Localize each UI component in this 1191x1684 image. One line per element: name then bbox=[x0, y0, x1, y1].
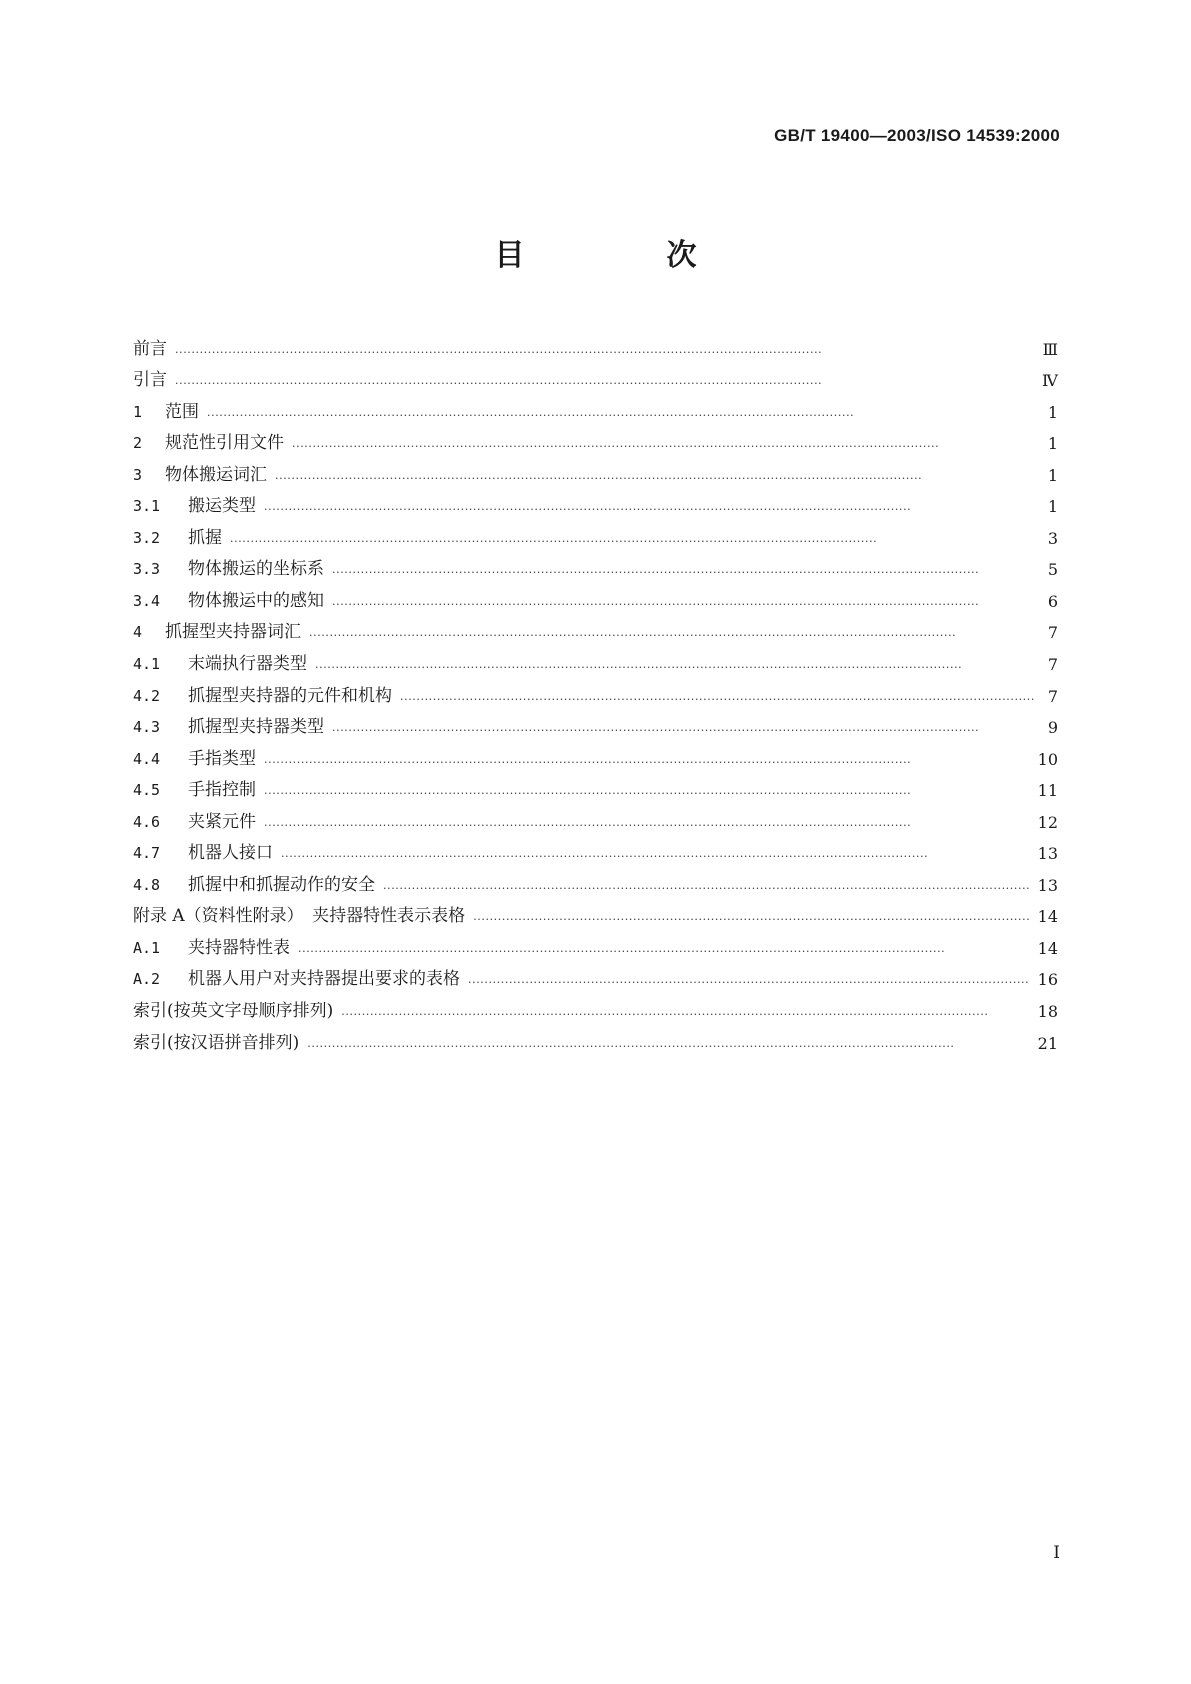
toc-entry[interactable] bbox=[133, 641, 1058, 673]
dot-leader bbox=[383, 883, 1030, 894]
toc-entry[interactable] bbox=[133, 452, 1058, 484]
dot-leader bbox=[230, 536, 1034, 547]
toc-entry-page: 10 bbox=[1037, 749, 1058, 769]
toc-entry[interactable] bbox=[133, 1020, 1058, 1052]
dot-leader bbox=[207, 410, 1034, 421]
toc-entry-page: 7 bbox=[1047, 623, 1058, 643]
toc-entry-number: 3 bbox=[133, 465, 143, 484]
dot-leader bbox=[400, 694, 1034, 705]
toc-entry-title: 搬运类型 bbox=[188, 496, 256, 517]
toc-entry-title: 抓握型夹持器词汇 bbox=[165, 622, 301, 643]
dot-leader bbox=[468, 977, 1030, 988]
toc-entry[interactable] bbox=[133, 705, 1058, 737]
toc-entry-title: 规范性引用文件 bbox=[165, 433, 284, 454]
toc-entry-page: 13 bbox=[1037, 844, 1058, 864]
dot-leader bbox=[473, 914, 1029, 925]
toc-entry-page: 9 bbox=[1047, 718, 1058, 738]
toc-entry-number: 3.3 bbox=[133, 560, 161, 579]
toc-entry-title: 抓握型夹持器的元件和机构 bbox=[188, 685, 392, 706]
toc-entry-label bbox=[133, 908, 465, 925]
dot-leader bbox=[309, 630, 1034, 641]
toc-entry-title: 附录 A（资料性附录） 夹持器特性表示表格 bbox=[133, 906, 466, 927]
toc-entry-page: 3 bbox=[1047, 528, 1058, 548]
toc-entry-title: 物体搬运的坐标系 bbox=[188, 559, 324, 580]
toc-entry-label bbox=[133, 435, 284, 452]
toc-entry[interactable] bbox=[133, 988, 1058, 1020]
toc-entry-label bbox=[133, 748, 256, 769]
toc-entry[interactable] bbox=[133, 484, 1058, 516]
toc-entry-page: 5 bbox=[1047, 560, 1058, 580]
toc-entry-page: 18 bbox=[1037, 1002, 1058, 1022]
toc-entry-label bbox=[133, 624, 301, 641]
page-number: I bbox=[1053, 1543, 1060, 1563]
toc-entry-label bbox=[133, 464, 267, 485]
toc-entry-title: 引言 bbox=[133, 370, 167, 391]
toc-entry[interactable] bbox=[133, 547, 1058, 579]
toc-entry-number: 4 bbox=[133, 623, 143, 642]
dot-leader bbox=[275, 473, 1034, 484]
toc-entry-number: 4.8 bbox=[133, 875, 161, 894]
toc-entry[interactable] bbox=[133, 862, 1058, 894]
dot-leader bbox=[264, 757, 1030, 768]
toc-entry-page: 1 bbox=[1047, 402, 1058, 422]
dot-leader bbox=[315, 662, 1034, 673]
toc-entry-page: 11 bbox=[1037, 781, 1058, 801]
toc-entry[interactable] bbox=[133, 768, 1058, 800]
toc-entry[interactable] bbox=[133, 610, 1058, 642]
toc-entry-label bbox=[133, 527, 222, 548]
toc-entry-title: 夹持器特性表 bbox=[188, 937, 290, 958]
dot-leader bbox=[264, 788, 1030, 799]
toc-entry-title: 索引(按汉语拼音排列) bbox=[133, 1032, 300, 1053]
toc-entry-page: 13 bbox=[1037, 875, 1058, 895]
toc-entry-number: 3.2 bbox=[133, 528, 161, 547]
toc-entry-page: Ⅲ bbox=[1042, 339, 1058, 359]
toc-entry[interactable] bbox=[133, 925, 1058, 957]
toc-entry-number: 1 bbox=[133, 402, 143, 421]
toc-entry-title: 夹紧元件 bbox=[188, 811, 256, 832]
toc-entry-title: 抓握型夹持器类型 bbox=[188, 717, 324, 738]
dot-leader bbox=[332, 567, 1034, 578]
toc-entry-label bbox=[133, 401, 199, 422]
toc-entry-page: 16 bbox=[1037, 970, 1058, 990]
toc-entry[interactable] bbox=[133, 389, 1058, 421]
toc-entry-page: 21 bbox=[1037, 1033, 1058, 1053]
toc-entry[interactable] bbox=[133, 421, 1058, 453]
standard-code: GB/T 19400—2003/ISO 14539:2000 bbox=[774, 126, 1060, 145]
toc-entry-page: 12 bbox=[1037, 812, 1058, 832]
toc-entry-title: 范围 bbox=[165, 401, 199, 422]
toc-entry-page: 14 bbox=[1037, 938, 1058, 958]
table-of-contents bbox=[133, 326, 1058, 1052]
toc-entry-label bbox=[133, 685, 392, 706]
toc-entry-label bbox=[133, 1003, 333, 1020]
dot-leader bbox=[332, 725, 1034, 736]
toc-entry-label bbox=[133, 590, 324, 611]
toc-entry-title: 机器人接口 bbox=[188, 843, 273, 864]
toc-entry-page: Ⅳ bbox=[1042, 371, 1058, 391]
toc-entry-title: 手指控制 bbox=[188, 780, 256, 801]
toc-entry-label bbox=[133, 719, 324, 736]
toc-entry[interactable] bbox=[133, 831, 1058, 863]
toc-entry[interactable] bbox=[133, 358, 1058, 390]
toc-entry-number: 4.3 bbox=[133, 718, 161, 737]
toc-entry-number: 4.7 bbox=[133, 844, 161, 863]
dot-leader bbox=[264, 820, 1030, 831]
toc-entry-label bbox=[133, 1032, 300, 1053]
toc-entry-page: 14 bbox=[1037, 907, 1058, 927]
toc-entry-label bbox=[133, 372, 167, 389]
toc-entry-number: A.1 bbox=[133, 938, 161, 957]
toc-entry[interactable] bbox=[133, 799, 1058, 831]
toc-entry[interactable] bbox=[133, 326, 1058, 358]
toc-entry-label bbox=[133, 338, 167, 359]
dot-leader bbox=[298, 946, 1030, 957]
toc-entry-page: 1 bbox=[1047, 465, 1058, 485]
toc-entry[interactable] bbox=[133, 957, 1058, 989]
toc-entry-number: 3.4 bbox=[133, 591, 161, 610]
toc-entry-label bbox=[133, 874, 375, 895]
dot-leader bbox=[264, 504, 1034, 515]
toc-entry-label bbox=[133, 971, 460, 988]
toc-entry-number: 4.6 bbox=[133, 812, 161, 831]
dot-leader bbox=[175, 378, 1034, 389]
page-title: 目 次 bbox=[494, 238, 753, 273]
toc-entry[interactable] bbox=[133, 736, 1058, 768]
dot-leader bbox=[175, 347, 1034, 358]
dot-leader bbox=[341, 1009, 1029, 1020]
toc-entry-number: A.2 bbox=[133, 970, 161, 989]
toc-entry-label bbox=[133, 561, 324, 578]
toc-entry[interactable] bbox=[133, 515, 1058, 547]
toc-entry-page: 1 bbox=[1047, 434, 1058, 454]
toc-entry-number: 4.2 bbox=[133, 686, 161, 705]
dot-leader bbox=[292, 441, 1034, 452]
toc-entry-label bbox=[133, 782, 256, 799]
toc-entry-number: 2 bbox=[133, 434, 143, 453]
dot-leader bbox=[307, 1041, 1029, 1052]
toc-entry-number: 4.5 bbox=[133, 781, 161, 800]
toc-entry-label bbox=[133, 498, 256, 515]
toc-entry-label bbox=[133, 845, 273, 862]
toc-entry-label bbox=[133, 811, 256, 832]
toc-entry-page: 7 bbox=[1047, 686, 1058, 706]
toc-entry-label bbox=[133, 656, 307, 673]
toc-entry-title: 索引(按英文字母顺序排列) bbox=[133, 1001, 334, 1022]
toc-entry-number: 3.1 bbox=[133, 497, 161, 516]
toc-entry-title: 抓握中和抓握动作的安全 bbox=[188, 874, 375, 895]
dot-leader bbox=[281, 851, 1030, 862]
dot-leader bbox=[332, 599, 1034, 610]
toc-entry-title: 前言 bbox=[133, 338, 167, 359]
toc-entry-title: 物体搬运中的感知 bbox=[188, 590, 324, 611]
toc-entry-number: 4.4 bbox=[133, 749, 161, 768]
toc-entry[interactable] bbox=[133, 578, 1058, 610]
toc-entry-title: 物体搬运词汇 bbox=[165, 464, 267, 485]
toc-entry-page: 6 bbox=[1047, 591, 1058, 611]
toc-entry-title: 机器人用户对夹持器提出要求的表格 bbox=[188, 969, 460, 990]
toc-entry-title: 末端执行器类型 bbox=[188, 654, 307, 675]
toc-entry-number: 4.1 bbox=[133, 655, 161, 674]
toc-entry[interactable] bbox=[133, 673, 1058, 705]
toc-entry-title: 手指类型 bbox=[188, 748, 256, 769]
toc-entry-title: 抓握 bbox=[188, 527, 222, 548]
toc-entry[interactable] bbox=[133, 894, 1058, 926]
toc-entry-page: 1 bbox=[1047, 497, 1058, 517]
toc-entry-label bbox=[133, 937, 290, 958]
toc-entry-page: 7 bbox=[1047, 655, 1058, 675]
